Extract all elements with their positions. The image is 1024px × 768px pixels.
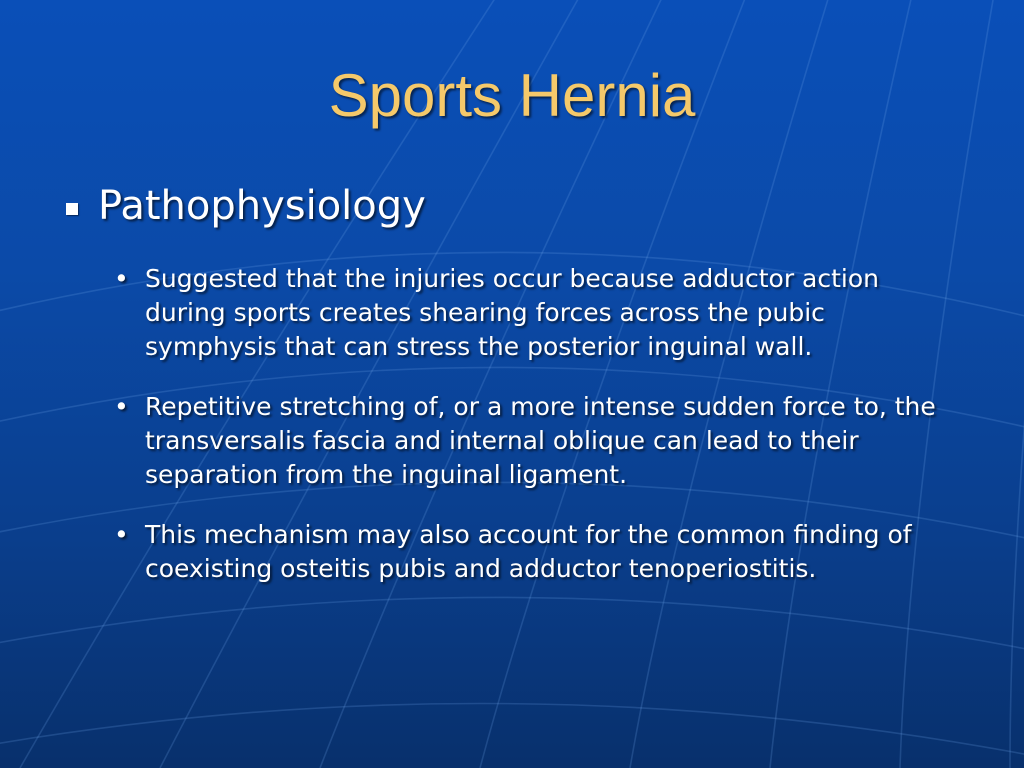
bullet-dot-icon: • bbox=[114, 264, 129, 293]
bullet-dot-icon: • bbox=[114, 520, 129, 549]
sub-bullet-text: This mechanism may also account for the common finding of coexisting osteitis pubis and adductor tenoperiostitis. bbox=[145, 520, 912, 583]
slide-title: Sports Hernia bbox=[328, 62, 696, 129]
bullet-dot-icon: • bbox=[114, 392, 129, 421]
main-bullet-text: Pathophysiology bbox=[98, 183, 426, 229]
sub-bullet-list bbox=[58, 262, 958, 586]
sub-bullet-item bbox=[112, 518, 945, 586]
sub-bullet-item bbox=[112, 390, 945, 492]
main-bullet bbox=[58, 176, 958, 236]
sub-bullet-text: Repetitive stretching of, or a more intense sudden force to, the transversalis fascia and internal oblique can lead to their separation from the inguinal ligament. bbox=[145, 392, 936, 489]
slide-content bbox=[58, 176, 958, 612]
sub-bullet-item bbox=[112, 262, 945, 364]
sub-bullet-text: Suggested that the injuries occur because adductor action during sports creates shearing forces across the pubic symphysis that can stress the posterior inguinal wall. bbox=[145, 264, 879, 361]
square-bullet-icon bbox=[66, 203, 78, 215]
